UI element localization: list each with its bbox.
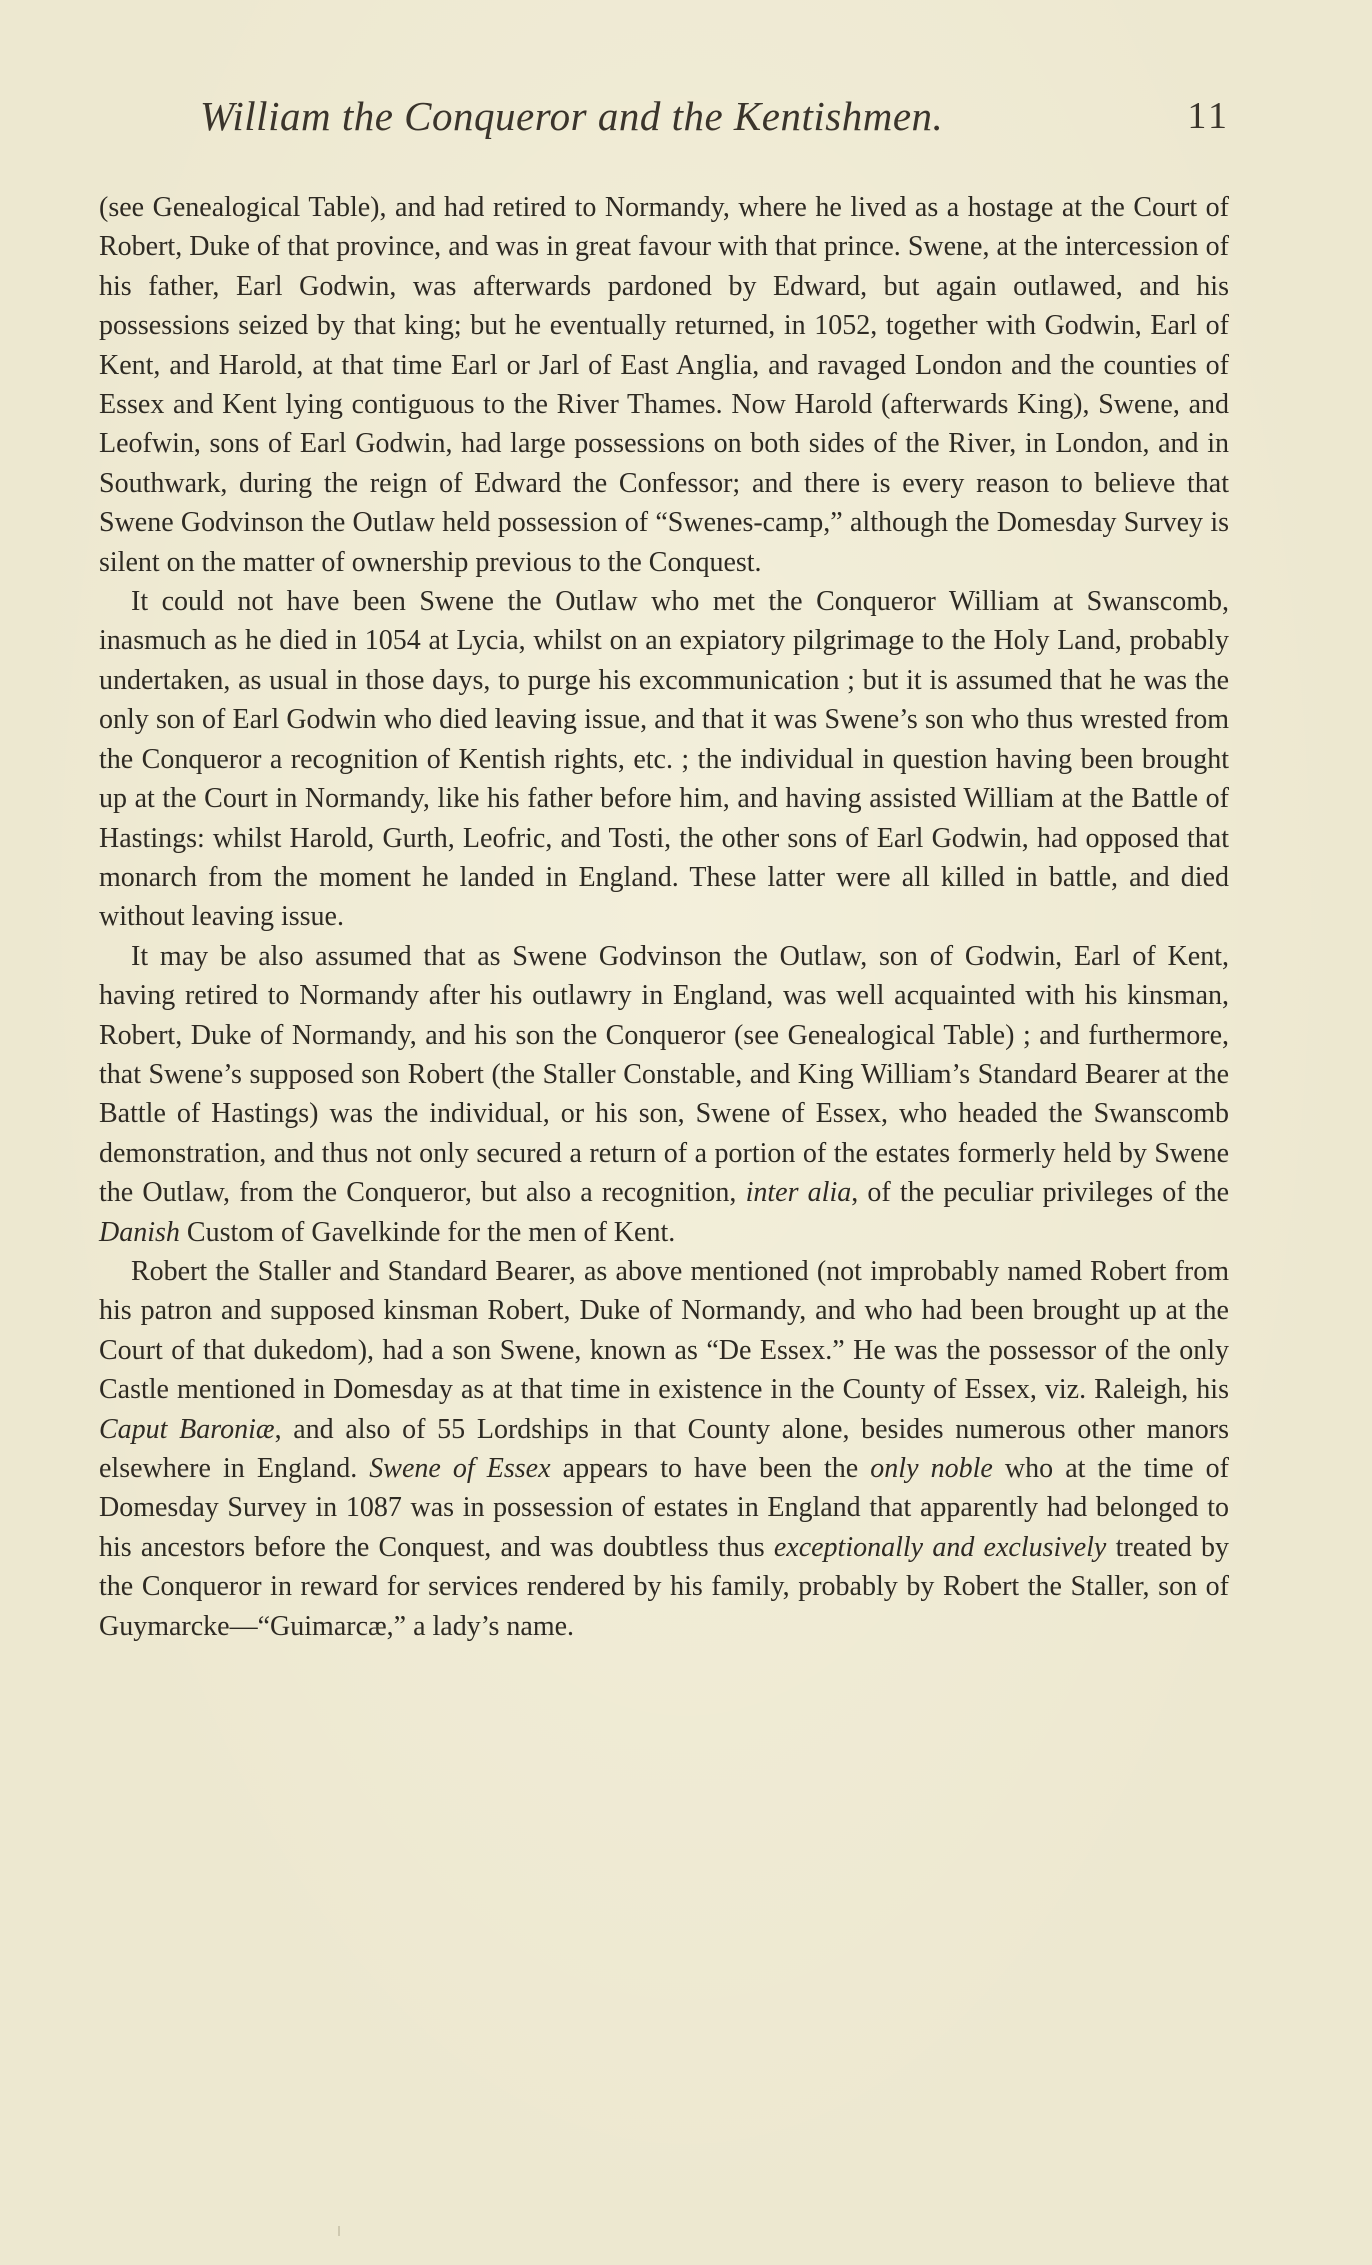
italic-phrase: Danish — [99, 1216, 180, 1248]
page-speck — [338, 2226, 340, 2236]
italic-phrase: Caput Baroniæ — [99, 1413, 275, 1445]
running-title: William the Conqueror and the Kentishmen. — [200, 93, 944, 139]
paragraph-text: (see Genealogical Table), and had retired to Normandy, where he lived as a hostage at the Court of Robert, Duke of that province, and was in great favour with that prince. Swene, at the intercession of his father, Earl Godwin, was afterwards pardoned by Edward, but again outlawed, and his possessions seized by that king; but he eventually returned, in 1052, together with Godwin, Earl of Kent, and Harold, at that time Earl or Jarl of East Anglia, and ravaged London and the counties of Essex and Kent lying contiguous to the River Thames. Now Harold (afterwards King), Swene, and Leofwin, sons of Earl Godwin, had large possessions on both sides of the River, in London, and in Southwark, during the reign of Edward the Confessor; and there is every reason to believe that Swene Godvinson the Outlaw held possession of “Swenes-camp,” although the Domesday Survey is silent on the matter of ownership previous to the Conquest. — [99, 192, 1229, 578]
paragraph-text: appears to have been the — [550, 1453, 871, 1484]
paragraph-text: It may be also assumed that as Swene Godvinson the Outlaw, son of Godwin, Earl of Kent, having retired to Normandy after his outlawry in England, was well acquainted with his kinsman, Robert, Duke of Normandy, and his son the Conqueror (see Genealogical Table) ; and furthermore, that Swene’s supposed son Robert (the Staller Constable, and King William’s Standard Bearer at the Battle of Hastings) was the individual, or his son, Swene of Essex, who headed the Swanscomb demonstration, and thus not only secured a return of a portion of the estates formerly held by Swene the Outlaw, from the Conqueror, but also a recognition, — [99, 940, 1229, 1209]
paragraph-1 — [99, 188, 1229, 582]
italic-phrase: only noble — [870, 1453, 993, 1484]
paragraph-2 — [99, 582, 1229, 937]
paragraph-text: , of the peculiar privileges of the — [851, 1177, 1229, 1209]
running-head — [200, 92, 1230, 148]
paragraph-4 — [99, 1252, 1229, 1646]
body-text — [99, 188, 1229, 1646]
paragraph-text: Custom of Gavelkinde for the men of Kent. — [179, 1216, 676, 1248]
italic-phrase: Swene of Essex — [369, 1453, 551, 1484]
page-number: 11 — [1187, 95, 1230, 137]
paragraph-text: , and also of 55 Lordships in that County alone, besides numerous other manors elsewhere in England. — [99, 1413, 1229, 1484]
paragraph-text: It could not have been Swene the Outlaw who met the Conqueror William at Swanscomb, inasmuch as he died in 1054 at Lycia, whilst on an expiatory pilgrimage to the Holy Land, probably undertaken, as usual in those days, to purge his excommunication ; but it is assumed that he was the only son of Earl Godwin who died leaving issue, and that it was Swene’s son who thus wrested from the Conqueror a recognition of Kentish rights, etc. ; the individual in question having been brought up at the Court in Normandy, like his father before him, and having assisted William at the Battle of Hastings: whilst Harold, Gurth, Leofric, and Tosti, the other sons of Earl Godwin, had opposed that monarch from the moment he landed in England. These latter were all killed in battle, and died without leaving issue. — [99, 586, 1229, 933]
paragraph-text: who at the time of Domesday Survey in 1087 was in possession of estates in England that apparently had belonged to his ancestors before the Conquest, and was doubtless thus — [99, 1453, 1229, 1563]
italic-phrase: inter alia — [745, 1177, 852, 1209]
paragraph-text: treated by the Conqueror in reward for services rendered by his family, probably by Robert the Staller, son of Guymarcke—“Guimarcæ,” a lady’s name. — [99, 1531, 1230, 1642]
paragraph-3 — [99, 937, 1229, 1252]
paragraph-text: Robert the Staller and Standard Bearer, as above mentioned (not improbably named Robert from his patron and supposed kinsman Robert, Duke of Normandy, and who had been brought up at the Court of that dukedom), had a son Swene, known as “De Essex.” He was the possessor of the only Castle mentioned in Domesday as at that time in existence in the County of Essex, viz. Raleigh, his — [99, 1255, 1229, 1406]
italic-phrase: exceptionally and exclusively — [773, 1531, 1107, 1563]
